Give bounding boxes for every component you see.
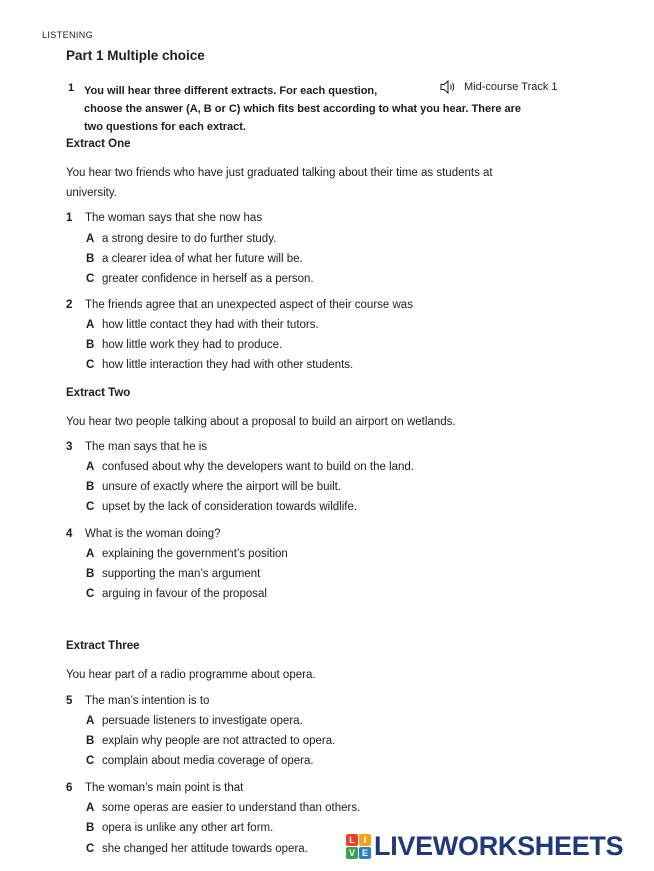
option-letter: B (86, 253, 95, 265)
instruction-line: two questions for each extract. (84, 121, 246, 133)
liveworksheets-brand (346, 832, 623, 860)
section-label: LISTENING (42, 30, 94, 40)
answer-option[interactable] (86, 461, 414, 473)
option-letter: C (86, 501, 95, 513)
answer-option[interactable] (86, 319, 319, 331)
instruction-line: choose the answer (A, B or C) which fits best according to what you hear. There are (84, 103, 522, 115)
answer-option[interactable] (86, 339, 282, 351)
option-letter: C (86, 359, 95, 371)
option-letter: A (86, 233, 95, 245)
option-text: persuade listeners to investigate opera. (102, 715, 303, 727)
option-text: how little contact they had with their tutors. (102, 319, 319, 331)
option-text: explaining the government’s position (102, 548, 288, 560)
option-letter: C (86, 273, 95, 285)
question-stem (66, 528, 221, 540)
answer-option[interactable] (86, 273, 314, 285)
option-letter: A (86, 548, 95, 560)
instruction-line: You will hear three different extracts. For each question, (84, 85, 378, 97)
question-text: The woman says that she now has (85, 212, 263, 224)
question-stem (66, 695, 209, 707)
option-letter: B (86, 822, 95, 834)
option-letter: C (86, 843, 95, 855)
option-text: upset by the lack of consideration towards wildlife. (102, 501, 358, 513)
question-text: The woman’s main point is that (85, 782, 244, 794)
question-number: 5 (66, 695, 73, 707)
question-number: 2 (66, 299, 73, 311)
logo-tile: V (346, 847, 358, 859)
audio-track[interactable] (440, 80, 558, 94)
liveworksheets-wordmark: LIVEWORKSHEETS (374, 831, 624, 861)
question-stem (66, 441, 207, 453)
answer-option[interactable] (86, 501, 357, 513)
extract-context (66, 665, 566, 685)
answer-option[interactable] (86, 843, 308, 855)
option-letter: B (86, 339, 95, 351)
question-number: 1 (66, 212, 73, 224)
track-label: Mid-course Track 1 (464, 81, 558, 93)
liveworksheets-logo-icon (346, 834, 371, 859)
answer-option[interactable] (86, 359, 353, 371)
option-text: some operas are easier to understand than others. (102, 802, 361, 814)
context-line: You hear two people talking about a proposal to build an airport on wetlands. (66, 416, 456, 428)
context-line: You hear two friends who have just graduated talking about their time as students at (66, 167, 493, 179)
extract-context (66, 163, 566, 203)
extract-heading: Extract Three (66, 640, 140, 652)
option-letter: B (86, 568, 95, 580)
option-text: explain why people are not attracted to opera. (102, 735, 336, 747)
option-text: how little work they had to produce. (102, 339, 283, 351)
option-text: supporting the man’s argument (102, 568, 261, 580)
extract-context (66, 412, 566, 432)
speaker-icon (440, 80, 458, 94)
context-line: You hear part of a radio programme about opera. (66, 669, 316, 681)
part-title: Part 1 Multiple choice (66, 48, 205, 63)
question-number: 4 (66, 528, 73, 540)
question-stem (66, 782, 243, 794)
question-text: What is the woman doing? (85, 528, 221, 540)
option-text: confused about why the developers want to build on the land. (102, 461, 414, 473)
context-line: university. (66, 187, 117, 199)
option-text: arguing in favour of the proposal (102, 588, 267, 600)
option-text: opera is unlike any other art form. (102, 822, 274, 834)
option-text: how little interaction they had with other students. (102, 359, 354, 371)
extract-heading: Extract Two (66, 387, 131, 399)
question-text: The friends agree that an unexpected aspect of their course was (85, 299, 413, 311)
option-letter: A (86, 802, 95, 814)
answer-option[interactable] (86, 588, 267, 600)
answer-option[interactable] (86, 755, 314, 767)
option-letter: C (86, 588, 95, 600)
option-letter: A (86, 319, 95, 331)
logo-tile: L (346, 834, 358, 846)
instruction-number: 1 (68, 82, 75, 94)
option-text: unsure of exactly where the airport will be built. (102, 481, 342, 493)
option-letter: A (86, 715, 95, 727)
option-text: a clearer idea of what her future will be. (102, 253, 303, 265)
logo-tile: E (359, 847, 371, 859)
answer-option[interactable] (86, 253, 303, 265)
option-letter: B (86, 735, 95, 747)
option-text: a strong desire to do further study. (102, 233, 277, 245)
answer-option[interactable] (86, 735, 335, 747)
option-text: greater confidence in herself as a person. (102, 273, 314, 285)
answer-option[interactable] (86, 568, 260, 580)
option-letter: C (86, 755, 95, 767)
answer-option[interactable] (86, 822, 273, 834)
option-letter: B (86, 481, 95, 493)
question-number: 6 (66, 782, 73, 794)
answer-option[interactable] (86, 548, 288, 560)
answer-option[interactable] (86, 481, 341, 493)
question-text: The man says that he is (85, 441, 208, 453)
option-letter: A (86, 461, 95, 473)
question-number: 3 (66, 441, 73, 453)
logo-tile: I (359, 834, 371, 846)
answer-option[interactable] (86, 233, 276, 245)
option-text: complain about media coverage of opera. (102, 755, 314, 767)
answer-option[interactable] (86, 715, 303, 727)
question-stem (66, 212, 262, 224)
question-text: The man’s intention is to (85, 695, 210, 707)
answer-option[interactable] (86, 802, 360, 814)
option-text: she changed her attitude towards opera. (102, 843, 308, 855)
question-stem (66, 299, 413, 311)
extract-heading: Extract One (66, 138, 131, 150)
